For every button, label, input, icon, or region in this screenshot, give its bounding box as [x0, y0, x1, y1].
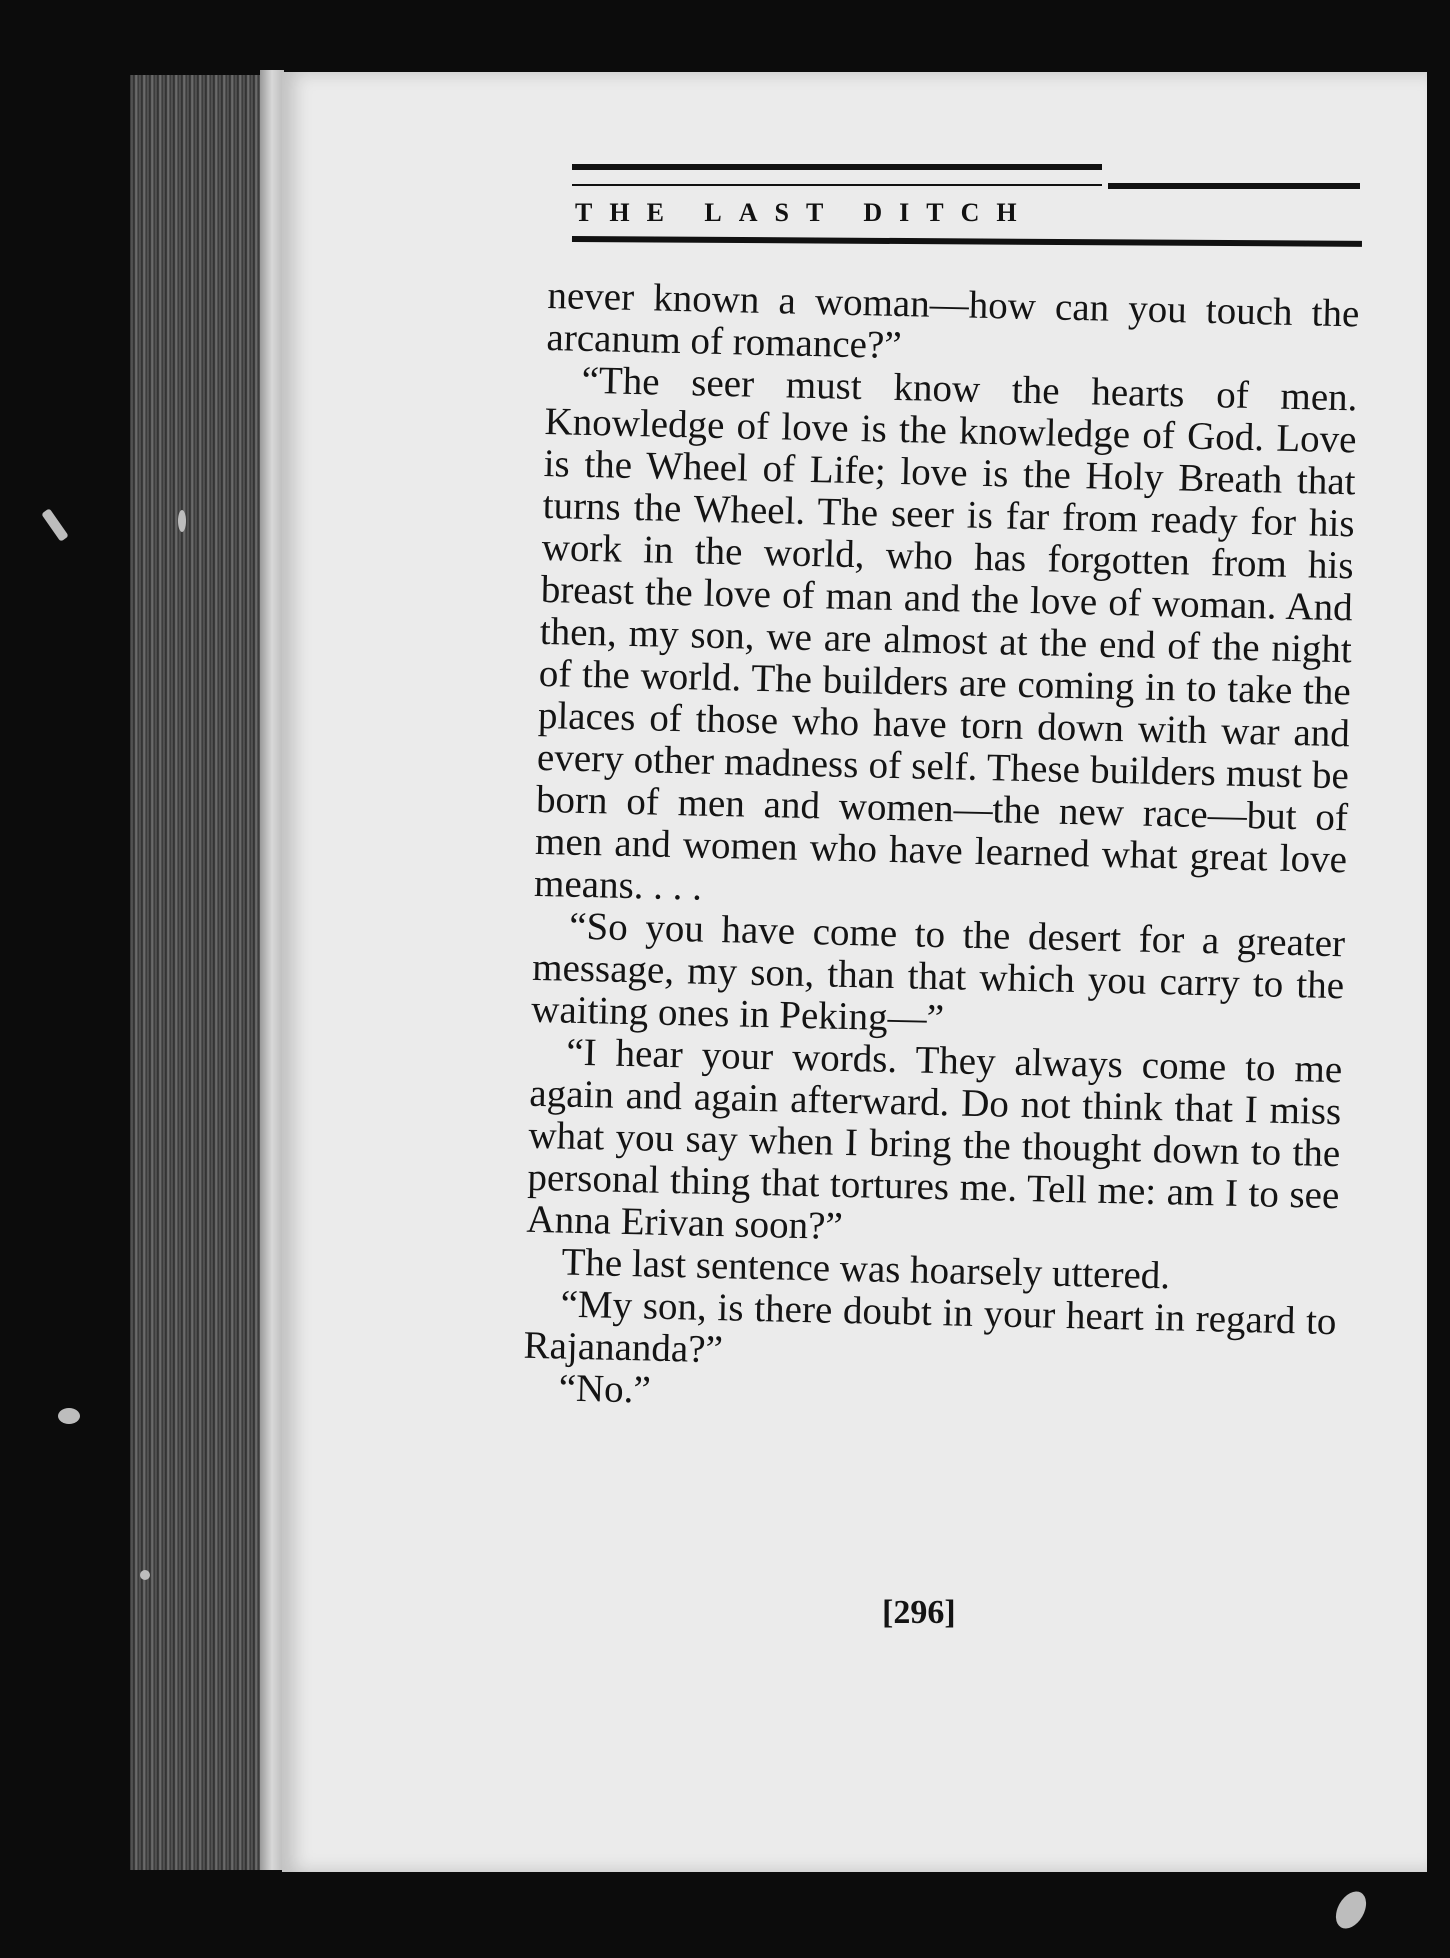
paragraph: The last sentence was hoarsely uttered.	[561, 1240, 1171, 1298]
scan-speck	[140, 1570, 150, 1580]
paragraph: “The seer must know the hearts of men. Knowledge of love is the knowledge of God. Love is the Wheel of Life; love is the Holy Breath that turns the Wheel. The seer is far from ready for his work in the world, who has forgotten from his breast the love of man and the love of woman. And then, my son, we are almost at the end of the night of the world. The builders are coming in to take the places of those who have torn down with war and every other madness of self. These builders must be born of men and women—the new race—but of men and women who have learned what great love means. . . .	[533, 358, 1358, 909]
scan-speck	[178, 510, 186, 532]
scan-speck	[1330, 1886, 1373, 1934]
top-rule-full	[572, 184, 1102, 186]
top-rule-right	[1108, 183, 1360, 189]
paragraph: “So you have come to the desert for a greater message, my son, than that which you carry to the waiting ones in Peking—”	[530, 904, 1346, 1041]
scan-speck	[58, 1408, 80, 1424]
page-edges	[130, 75, 280, 1870]
top-rule-left	[572, 164, 1102, 170]
scan-speck	[41, 508, 69, 542]
page-number: [296]	[882, 1594, 956, 1631]
paragraph: “My son, is there doubt in your heart in regard to Rajananda?”	[523, 1282, 1337, 1372]
spine-gutter	[260, 70, 284, 1870]
body-text	[522, 275, 1360, 1427]
paragraph: “No.”	[558, 1366, 652, 1412]
paragraph: “I hear your words. They always come to me again and again afterward. Do not think that I miss what you say when I bring the thought down to the personal thing that tortures me. Tell me: am I to see Anna Erivan soon?”	[526, 1030, 1343, 1248]
running-head: THE LAST DITCH	[575, 198, 1034, 227]
paragraph: never known a woman—how can you touch the arcanum of romance?”	[546, 274, 1360, 368]
